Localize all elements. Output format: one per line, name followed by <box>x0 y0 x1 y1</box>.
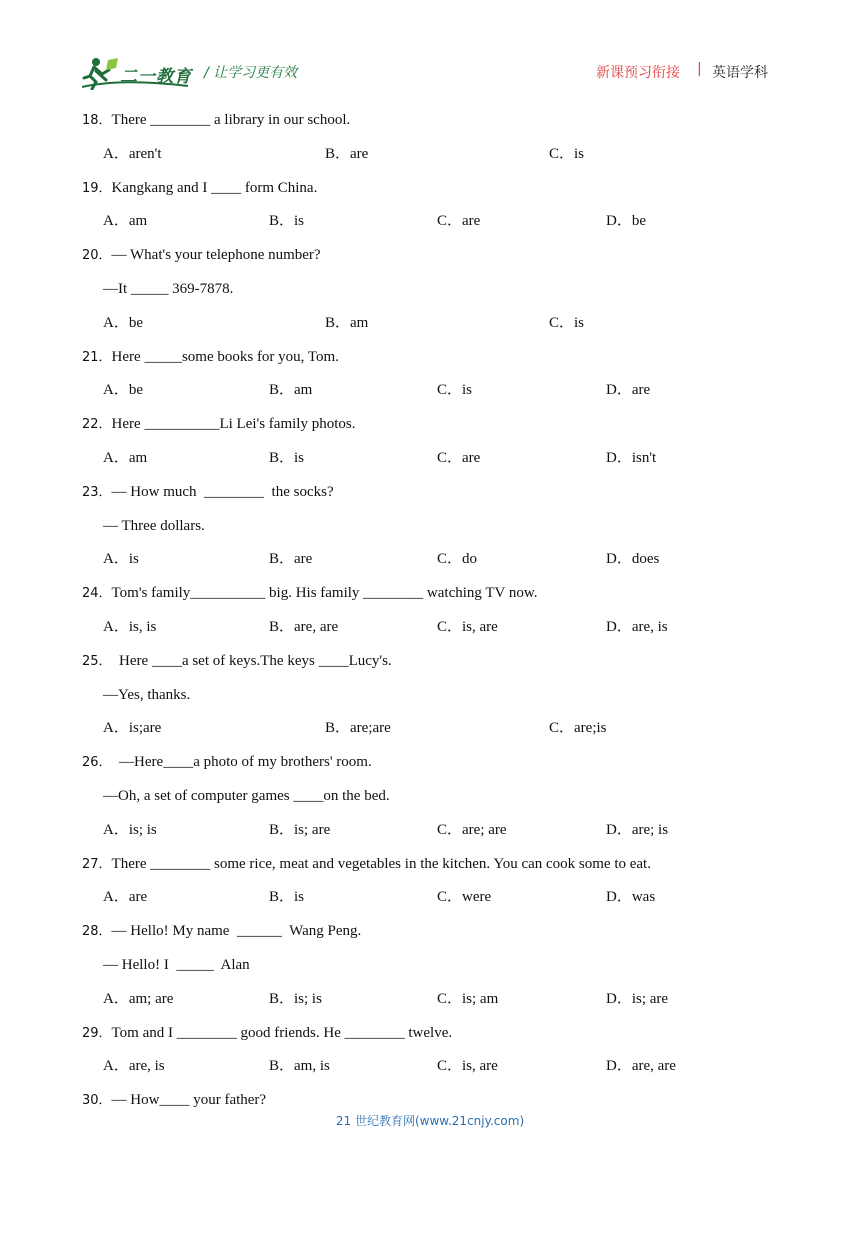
question-text: — Hello! My name ______ Wang Peng. <box>111 923 362 940</box>
option-b[interactable]: B．is <box>269 213 305 230</box>
question-text: Tom's family__________ big. His family ________ watching TV now. <box>111 585 538 602</box>
question-stem <box>82 172 782 206</box>
question-stem <box>82 104 782 138</box>
option-a[interactable]: A．is;are <box>103 720 162 737</box>
option-d[interactable]: D．does <box>606 551 660 568</box>
option-d[interactable]: D．are, are <box>606 1058 676 1075</box>
option-row <box>82 442 782 476</box>
option-d[interactable]: D．are <box>606 382 651 399</box>
option-d[interactable]: D．are, is <box>606 618 668 635</box>
option-b[interactable]: B．is <box>269 449 305 466</box>
header-separator: | <box>697 61 702 77</box>
option-a[interactable]: A．aren't <box>103 145 162 162</box>
question-number: 30． <box>82 1093 112 1109</box>
subject-label: 英语学科 <box>712 65 768 81</box>
question-number: 27． <box>82 856 112 872</box>
option-b[interactable]: B．are;are <box>325 720 391 737</box>
question-number: 29． <box>82 1025 112 1041</box>
question-text: —Here____a photo of my brothers' room. <box>111 754 372 771</box>
option-c[interactable]: C．is, are <box>437 1058 498 1075</box>
question-line: — Hello! I _____ Alan <box>103 956 250 973</box>
question-stem <box>82 746 782 780</box>
question-text: Tom and I ________ good friends. He ________ twelve. <box>111 1024 453 1041</box>
question-stem <box>82 476 782 510</box>
question-number: 24． <box>82 586 112 602</box>
option-c[interactable]: C．is; am <box>437 990 499 1007</box>
question-text: Here _____some books for you, Tom. <box>111 348 339 365</box>
question-text: Here __________Li Lei's family photos. <box>111 416 356 433</box>
option-b[interactable]: B．is <box>269 889 305 906</box>
question-line: — Three dollars. <box>103 517 205 534</box>
question-stem <box>82 645 782 679</box>
option-b[interactable]: B．are, are <box>269 618 339 635</box>
option-d[interactable]: D．be <box>606 213 646 230</box>
page-footer: 21 世纪教育网(www.21cnjy.com) <box>335 1114 525 1128</box>
option-a[interactable]: A．is; is <box>103 821 157 838</box>
question-stem <box>82 341 782 375</box>
option-c[interactable]: C．is <box>549 145 585 162</box>
option-d[interactable]: D．is; are <box>606 990 669 1007</box>
option-c[interactable]: C．is <box>437 382 473 399</box>
option-d[interactable]: D．isn't <box>606 449 657 466</box>
question-number: 25． <box>82 653 112 669</box>
option-b[interactable]: B．am <box>325 314 369 331</box>
course-label: 新课预习衔接 <box>596 65 680 81</box>
question-number: 20． <box>82 248 112 264</box>
question-stem <box>82 239 782 273</box>
option-a[interactable]: A．are, is <box>103 1058 165 1075</box>
option-a[interactable]: A．be <box>103 314 143 331</box>
option-row <box>82 611 782 645</box>
question-list <box>82 104 782 1118</box>
option-c[interactable]: C．do <box>437 551 478 568</box>
question-number: 26． <box>82 755 112 771</box>
option-a[interactable]: A．am <box>103 449 148 466</box>
option-row <box>82 138 782 172</box>
question-text: There ________ some rice, meat and vegetables in the kitchen. You can cook some to eat. <box>111 855 651 872</box>
option-c[interactable]: C．are <box>437 213 481 230</box>
option-c[interactable]: C．were <box>437 889 492 906</box>
option-b[interactable]: B．are <box>325 145 369 162</box>
question-number: 19． <box>82 180 112 196</box>
question-number: 28． <box>82 924 112 940</box>
option-c[interactable]: C．are; are <box>437 821 507 838</box>
question-stem <box>82 915 782 949</box>
option-row <box>82 374 782 408</box>
question-stem <box>82 577 782 611</box>
option-b[interactable]: B．am <box>269 382 313 399</box>
question-text: Kangkang and I ____ form China. <box>111 179 318 196</box>
option-row <box>82 983 782 1017</box>
option-row <box>82 814 782 848</box>
option-a[interactable]: A．are <box>103 889 148 906</box>
option-row <box>82 712 782 746</box>
question-text: Here ____a set of keys.The keys ____Lucy's. <box>111 652 392 669</box>
logo-text: 二一教育 <box>120 67 192 87</box>
option-row <box>82 543 782 577</box>
option-c[interactable]: C．are <box>437 449 481 466</box>
question-number: 23． <box>82 484 112 500</box>
question-stem <box>82 1017 782 1051</box>
question-text: — How____ your father? <box>111 1092 267 1109</box>
question-stem <box>82 408 782 442</box>
option-a[interactable]: A．am; are <box>103 990 174 1007</box>
option-row <box>82 307 782 341</box>
option-a[interactable]: A．be <box>103 382 143 399</box>
question-stem <box>82 848 782 882</box>
option-row <box>82 205 782 239</box>
option-b[interactable]: B．am, is <box>269 1058 330 1075</box>
question-line: —Oh, a set of computer games ____on the bed. <box>103 787 390 804</box>
question-text: — How much ________ the socks? <box>111 483 334 500</box>
option-row <box>82 1050 782 1084</box>
question-number: 21． <box>82 349 112 365</box>
option-c[interactable]: C．are;is <box>549 720 607 737</box>
question-text: There ________ a library in our school. <box>111 112 351 128</box>
option-b[interactable]: B．is; is <box>269 990 322 1007</box>
option-a[interactable]: A．is, is <box>103 618 157 635</box>
slogan: / 让学习更有效 <box>204 65 298 81</box>
option-a[interactable]: A．am <box>103 213 148 230</box>
question-number: 18． <box>82 113 112 128</box>
option-row <box>82 881 782 915</box>
question-line: —Yes, thanks. <box>103 686 191 703</box>
option-b[interactable]: B．are <box>269 551 313 568</box>
option-d[interactable]: D．was <box>606 889 656 906</box>
question-text: — What's your telephone number? <box>111 247 321 264</box>
option-d[interactable]: D．are; is <box>606 821 669 838</box>
option-b[interactable]: B．is; are <box>269 821 331 838</box>
page-header <box>0 0 860 100</box>
option-c[interactable]: C．is, are <box>437 618 498 635</box>
option-c[interactable]: C．is <box>549 314 585 331</box>
question-number: 22． <box>82 417 112 433</box>
question-line: —It _____ 369-7878. <box>103 280 234 297</box>
option-a[interactable]: A．is <box>103 551 139 568</box>
